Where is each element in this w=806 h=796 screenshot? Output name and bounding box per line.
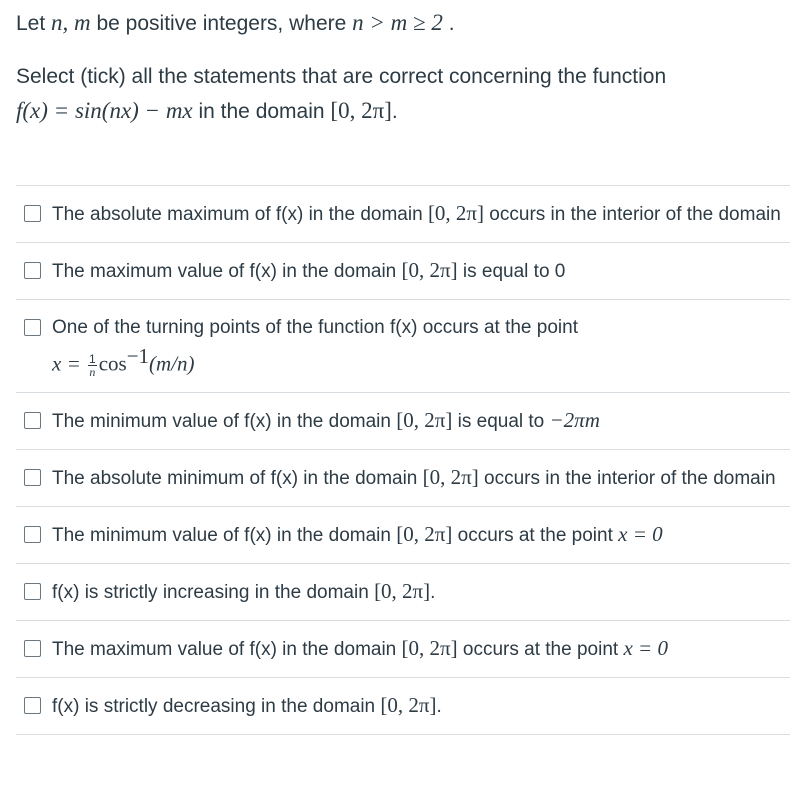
question-line-3 <box>16 94 796 129</box>
option-text: The absolute minimum of f(x) in the domain <box>52 468 423 490</box>
option-text: . <box>430 582 436 604</box>
question-line-2: Select (tick) all the statements that are correct concerning the function <box>16 65 667 88</box>
math: [0, 2π] <box>396 408 453 433</box>
answer-option[interactable] <box>16 677 790 735</box>
question-line-1 <box>16 6 796 41</box>
math: [0, 2π] <box>380 693 437 718</box>
math: (m/n) <box>149 351 195 376</box>
answer-option[interactable] <box>16 185 790 242</box>
option-text: occurs at the point <box>452 525 619 547</box>
answer-option[interactable] <box>16 449 790 506</box>
checkbox[interactable] <box>24 469 41 486</box>
checkbox[interactable] <box>24 319 41 336</box>
option-text: f(x) is strictly increasing in the domain <box>52 582 375 604</box>
text: . <box>442 12 455 35</box>
math: x = 0 <box>623 636 668 661</box>
option-text: The absolute maximum of f(x) in the domain <box>52 204 428 225</box>
answer-option[interactable] <box>16 299 790 392</box>
option-text: The maximum value of f(x) in the domain <box>52 261 402 282</box>
math-domain: [0, 2π] <box>330 98 392 123</box>
option-text: f(x) is strictly decreasing in the domain <box>52 696 381 718</box>
math: [0, 2π] <box>401 636 458 661</box>
answer-options <box>16 185 790 735</box>
math: cos <box>98 351 127 376</box>
checkbox[interactable] <box>24 262 41 279</box>
checkbox[interactable] <box>24 526 41 543</box>
checkbox[interactable] <box>24 412 41 429</box>
answer-option[interactable] <box>16 392 790 449</box>
math-condition: n > m ≥ 2 <box>352 10 443 35</box>
option-text: The minimum value of f(x) in the domain <box>52 411 397 433</box>
fraction-numerator: 1 <box>89 351 96 366</box>
math: x = 0 <box>618 522 663 547</box>
answer-option[interactable] <box>16 506 790 563</box>
option-text: occurs at the point <box>457 639 624 661</box>
fraction <box>88 353 97 378</box>
option-text: . <box>436 696 442 718</box>
option-text: The maximum value of f(x) in the domain <box>52 639 402 661</box>
checkbox[interactable] <box>24 205 41 222</box>
math: [0, 2π] <box>396 522 453 547</box>
option-text: occurs in the interior of the domain <box>478 468 776 490</box>
option-text: occurs in the interior of the domain <box>484 204 781 225</box>
text: be positive integers, where <box>90 12 353 35</box>
answer-option[interactable] <box>16 620 790 677</box>
math: x = <box>52 351 86 376</box>
math-function: f(x) = sin(nx) − mx <box>16 98 193 123</box>
fraction-denominator: n <box>89 364 96 379</box>
answer-option[interactable] <box>16 563 790 620</box>
checkbox[interactable] <box>24 697 41 714</box>
math-vars: n, m <box>51 10 91 35</box>
option-text: One of the turning points of the function f(x) occurs at the point <box>52 317 578 338</box>
math: [0, 2π] <box>427 201 485 225</box>
option-text: The minimum value of f(x) in the domain <box>52 525 397 547</box>
math: −2πm <box>549 408 600 433</box>
math: [0, 2π] <box>422 465 479 490</box>
checkbox[interactable] <box>24 640 41 657</box>
answer-option[interactable] <box>16 242 790 299</box>
math-superscript: −1 <box>126 344 150 368</box>
text: Let <box>16 12 52 35</box>
option-text: is equal to <box>452 411 550 433</box>
spacer <box>16 41 796 60</box>
text: . <box>391 100 398 123</box>
option-text: is equal to 0 <box>457 261 566 282</box>
text: in the domain <box>192 100 331 123</box>
checkbox[interactable] <box>24 583 41 600</box>
question-text <box>16 6 796 129</box>
math: [0, 2π] <box>374 579 431 604</box>
math: [0, 2π] <box>401 258 458 282</box>
